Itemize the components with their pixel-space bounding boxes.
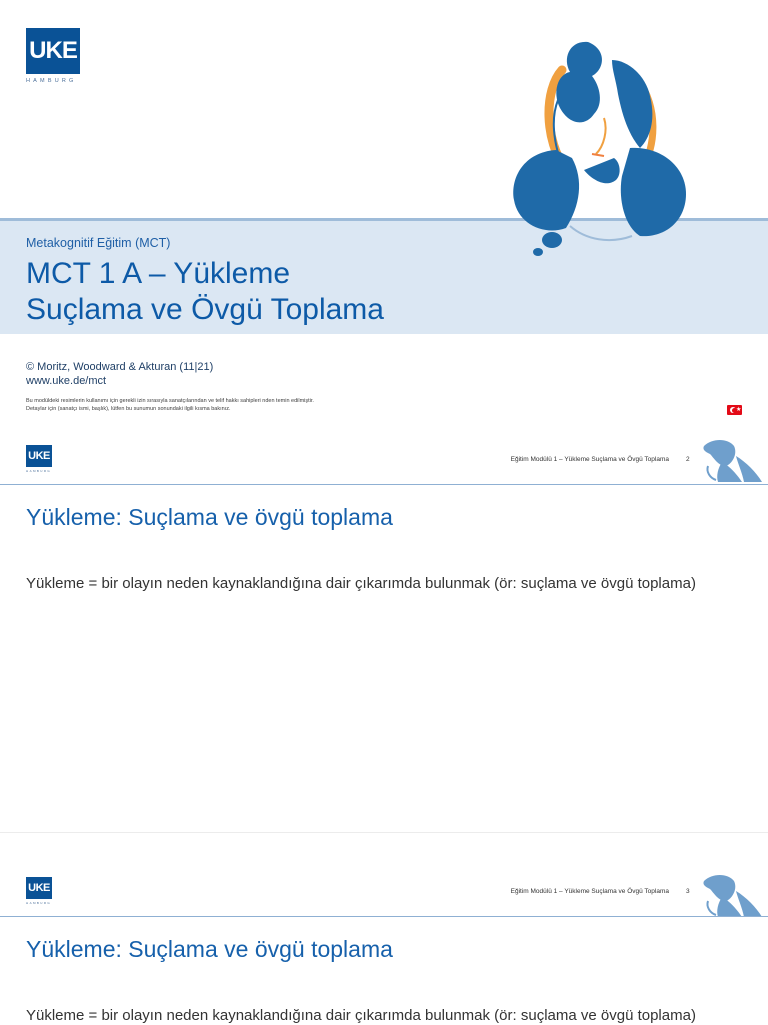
uke-logo-box: [26, 445, 52, 467]
page-number: 3: [686, 888, 690, 895]
turkish-flag-icon: ★: [727, 405, 742, 415]
uke-logo-subtext: HAMBURG: [26, 901, 52, 905]
slide-heading: Yükleme: Suçlama ve övgü toplama: [26, 936, 393, 962]
page-number: 2: [686, 456, 690, 463]
website-link[interactable]: www.uke.de/mct: [26, 375, 107, 387]
main-title-line-2: Suçlama ve Övgü Toplama: [26, 293, 384, 326]
slide-header-text: Eğitim Modülü 1 – Yükleme Suçlama ve Övgü Toplama: [510, 456, 669, 463]
uke-logo: [26, 28, 80, 84]
uke-logo: [26, 877, 52, 905]
image-permission-note: [26, 398, 526, 413]
title-slide: [0, 0, 768, 432]
slide-heading: Yükleme: Suçlama ve övgü toplama: [26, 504, 393, 530]
header-divider: [0, 916, 768, 917]
content-slide-2: [0, 432, 768, 832]
uke-logo-box: [26, 877, 52, 899]
fineprint-line-2: Detaylar için (sanatçı ismi, başlık), lütfen bu sunumun sonundaki ilgili kısma bakınız.: [26, 405, 231, 412]
main-title-line-1: MCT 1 A – Yükleme: [26, 257, 291, 290]
content-slide-3: [0, 832, 768, 1025]
thinker-small-icon: [698, 871, 768, 921]
uke-logo-text: UKE: [29, 37, 77, 64]
module-label: Metakognitif Eğitim (MCT): [26, 236, 171, 250]
main-title: [26, 256, 384, 328]
slide-body-text: Yükleme = bir olayın neden kaynaklandığına dair çıkarımda bulunmak (ör: suçlama ve övgü toplama): [26, 575, 696, 592]
fineprint-line-1: Bu modüldeki resimlerin kullanımı için gerekli izin sırasıyla sanatçılarından ve telif hakkı sahipleri nden temin edilmiştir.: [26, 398, 314, 404]
uke-logo-box: [26, 28, 80, 74]
thinker-illustration: [500, 30, 700, 262]
uke-logo: [26, 445, 52, 473]
uke-logo-text: UKE: [28, 882, 50, 894]
uke-logo-subtext: HAMBURG: [26, 78, 77, 84]
header-divider: [0, 484, 768, 485]
copyright-text: © Moritz, Woodward & Akturan (11|21): [26, 361, 214, 373]
slide-header-text: Eğitim Modülü 1 – Yükleme Suçlama ve Övgü Toplama: [510, 888, 669, 895]
uke-logo-subtext: HAMBURG: [26, 469, 52, 473]
uke-logo-text: UKE: [28, 450, 50, 462]
slide-body-text: Yükleme = bir olayın neden kaynaklandığına dair çıkarımda bulunmak (ör: suçlama ve övgü toplama): [26, 1007, 696, 1024]
thinker-small-icon: [698, 436, 768, 486]
